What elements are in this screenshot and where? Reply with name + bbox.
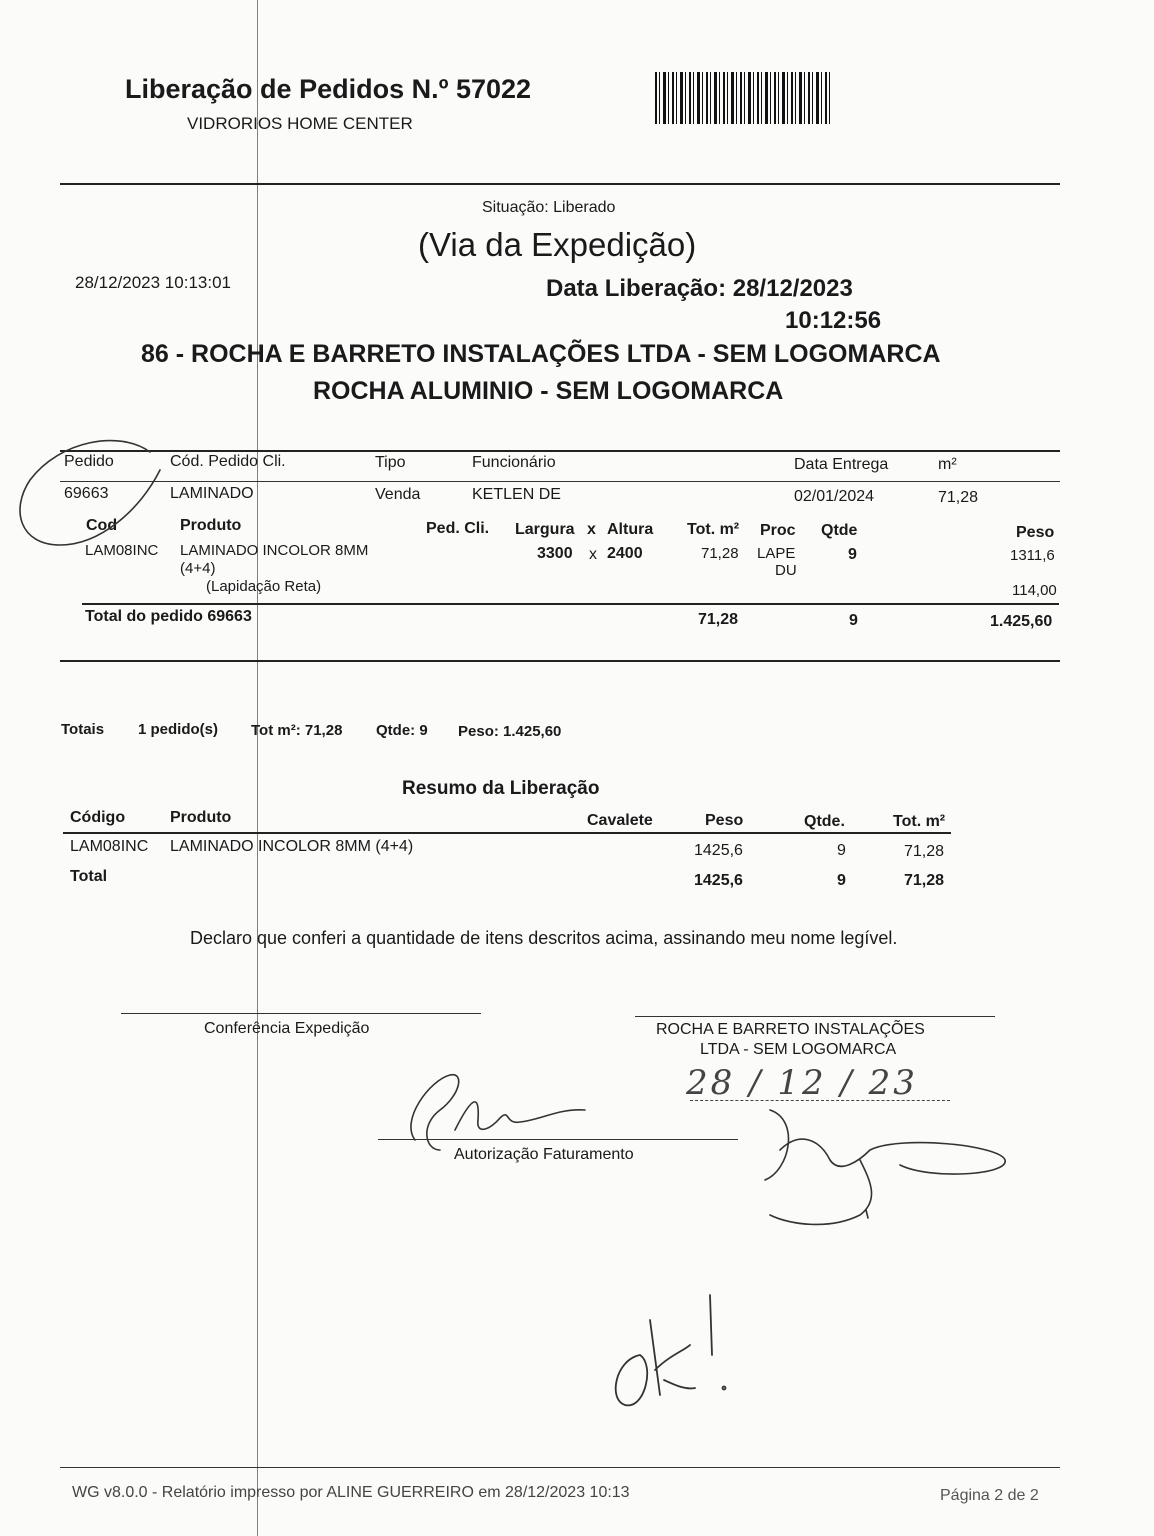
totals-pedidos: 1 pedido(s) [138, 721, 219, 738]
totals-qtde: Qtde: 9 [376, 722, 428, 739]
col-tipo: Tipo [375, 454, 406, 471]
item-extra-peso: 114,00 [1012, 582, 1057, 599]
col-funcionario: Funcionário [472, 454, 556, 471]
summary-col-tot-m2: Tot. m² [893, 813, 946, 830]
summary-col-cavalete: Cavalete [587, 812, 653, 829]
order-total-peso: 1.425,60 [990, 613, 1053, 630]
order-type: Venda [375, 486, 421, 503]
col-cod-pedido-cli: Cód. Pedido Cli. [170, 453, 286, 470]
col-pedido: Pedido [64, 453, 114, 470]
summary-row-produto: LAMINADO INCOLOR 8MM (4+4) [170, 838, 414, 855]
item-col-largura: Largura [515, 521, 575, 538]
company-name: VIDRORIOS HOME CENTER [187, 114, 413, 133]
order-number: 69663 [64, 485, 109, 502]
order-total-label: Total do pedido 69663 [85, 608, 252, 625]
client-name: 86 - ROCHA E BARRETO INSTALAÇÕES LTDA - SEM LOGOMARCA [141, 340, 941, 368]
col-data-entrega: Data Entrega [794, 456, 889, 473]
item-tot-m2: 71,28 [701, 545, 739, 562]
summary-row-qtde: 9 [837, 842, 846, 859]
order-delivery-date: 02/01/2024 [794, 488, 875, 505]
item-col-proc: Proc [760, 522, 796, 539]
col-m2: m² [938, 456, 957, 473]
item-col-x: x [587, 521, 596, 538]
summary-col-peso: Peso [705, 812, 744, 829]
totals-label: Totais [61, 721, 105, 738]
conferencia-label: Conferência Expedição [204, 1020, 370, 1037]
item-col-peso: Peso [1016, 524, 1055, 541]
item-col-tot-m2: Tot. m² [687, 521, 740, 538]
totals-m2: Tot m²: 71,28 [251, 722, 343, 739]
order-total-m2: 71,28 [698, 611, 739, 628]
order-circle-mark [20, 441, 160, 545]
item-col-ped-cli: Ped. Cli. [426, 520, 490, 537]
release-time: 10:12:56 [785, 307, 882, 334]
autorizacao-label: Autorização Faturamento [454, 1146, 634, 1163]
item-peso: 1311,6 [1010, 547, 1055, 564]
summary-col-produto: Produto [170, 809, 232, 826]
totals-peso: Peso: 1.425,60 [458, 723, 562, 740]
declaration-text: Declaro que conferi a quantidade de itens descritos acima, assinando meu nome legível. [190, 928, 898, 948]
signature-client-line2: LTDA - SEM LOGOMARCA [700, 1041, 897, 1058]
item-proc: LAPE [757, 545, 796, 562]
via-label: (Via da Expedição) [418, 226, 697, 263]
item-produto: LAMINADO INCOLOR 8MM [180, 542, 369, 559]
signature-client-line1: ROCHA E BARRETO INSTALAÇÕES [656, 1021, 925, 1038]
handwritten-date: 28 / 12 / 23 [686, 1063, 918, 1103]
order-m2: 71,28 [938, 489, 979, 506]
item-altura: 2400 [607, 545, 643, 562]
document-title: Liberação de Pedidos N.º 57022 [125, 74, 532, 104]
summary-total-tot-m2: 71,28 [904, 872, 945, 889]
summary-total-peso: 1425,6 [694, 872, 743, 889]
item-col-altura: Altura [607, 521, 654, 538]
summary-total-qtde: 9 [837, 872, 846, 889]
item-proc-line2: DU [775, 562, 797, 579]
summary-total-label: Total [70, 868, 108, 885]
item-col-qtde: Qtde [821, 522, 858, 539]
status-label: Situação: Liberado [482, 199, 616, 216]
summary-row-peso: 1425,6 [694, 842, 743, 859]
item-qtde: 9 [848, 546, 857, 563]
order-total-qtde: 9 [849, 612, 858, 629]
summary-title: Resumo da Liberação [402, 778, 600, 799]
footer-printed-by: WG v8.0.0 - Relatório impresso por ALINE GUERREIRO em 28/12/2023 10:13 [72, 1484, 630, 1501]
footer-page: Página 2 de 2 [940, 1487, 1039, 1504]
item-extra-desc: (Lapidação Reta) [206, 578, 322, 595]
footer-divider [60, 1467, 1060, 1468]
item-col-produto: Produto [180, 517, 242, 534]
release-date: Data Liberação: 28/12/2023 [546, 275, 853, 302]
summary-col-codigo: Código [70, 809, 126, 826]
item-x: x [589, 546, 597, 563]
summary-row-codigo: LAM08INC [70, 838, 149, 855]
summary-row-tot-m2: 71,28 [904, 843, 945, 860]
printed-datetime: 28/12/2023 10:13:01 [75, 273, 231, 292]
item-cod: LAM08INC [85, 542, 159, 559]
order-employee: KETLEN DE [472, 486, 561, 503]
item-col-cod: Cod [86, 517, 118, 534]
signature-left [411, 1075, 585, 1150]
order-client-code: LAMINADO [170, 485, 254, 502]
item-largura: 3300 [537, 545, 573, 562]
handwritten-ok-mark [616, 1295, 726, 1405]
item-produto-line2: (4+4) [180, 560, 216, 577]
summary-col-qtde: Qtde. [804, 813, 845, 830]
client-subname: ROCHA ALUMINIO - SEM LOGOMARCA [313, 377, 784, 405]
signature-right [765, 1110, 1005, 1224]
